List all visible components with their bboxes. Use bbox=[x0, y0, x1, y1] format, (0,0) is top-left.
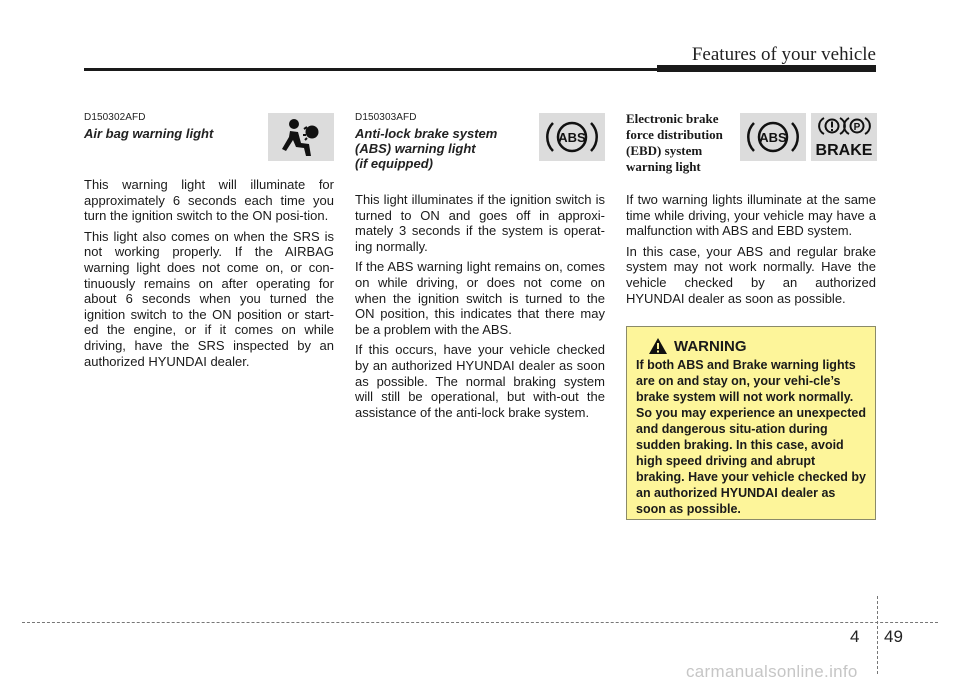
warning-box bbox=[626, 326, 876, 520]
ebd-abs-icon-box bbox=[740, 113, 806, 161]
section-title-line: (EBD) system bbox=[626, 143, 703, 158]
abs-icon-text: ABS bbox=[558, 130, 586, 145]
abs-icon bbox=[740, 113, 806, 161]
section-title-line: warning light bbox=[626, 159, 701, 174]
warning-heading-text: WARNING bbox=[674, 337, 747, 355]
watermark: carmanualsonline.info bbox=[686, 662, 858, 681]
paragraph: If two warning lights illuminate at the same time while driving, your vehicle may have a malfunction with ABS and EBD system. bbox=[626, 192, 876, 239]
warning-text: If both ABS and Brake warning lights are on and stay on, your vehi-cle’s brake system will not work normally. So you may experience an unexpected and dangerous situ-ation during sudden braking. In this case, avoid high speed driving and abrupt braking. Have your vehicle checked by an authorized HYUNDAI dealer as soon as possible. bbox=[636, 358, 866, 516]
section-title-line: (if equipped) bbox=[355, 156, 433, 171]
section-code: D150303AFD bbox=[355, 112, 417, 123]
paragraph: This warning light will illuminate for approximately 6 seconds each time you turn the ignition switch to the ON posi-tion. bbox=[84, 177, 334, 224]
airbag-warning-icon-box bbox=[268, 113, 334, 161]
paragraph: This light illuminates if the ignition switch is turned to ON and goes off in approxi-mately 3 seconds if the system is operat-ing normally. bbox=[355, 192, 605, 254]
section-title: Air bag warning light bbox=[84, 126, 214, 141]
svg-text:P: P bbox=[853, 122, 861, 133]
brake-warning-icon bbox=[811, 113, 877, 161]
abs-icon bbox=[539, 113, 605, 161]
section-title-line: Anti-lock brake system bbox=[355, 126, 498, 141]
abs-icon-text: ABS bbox=[759, 130, 787, 145]
header-rule-accent bbox=[657, 65, 876, 72]
section-body bbox=[626, 192, 876, 311]
section-code: D150302AFD bbox=[84, 112, 146, 123]
section-body bbox=[84, 177, 334, 374]
warning-triangle-icon bbox=[648, 337, 668, 355]
section-title bbox=[355, 126, 535, 171]
page-header-title: Features of your vehicle bbox=[691, 44, 876, 65]
abs-warning-icon-box bbox=[539, 113, 605, 161]
airbag-seated-person-icon bbox=[268, 113, 334, 161]
page-number: 49 bbox=[884, 627, 903, 646]
paragraph: If the ABS warning light remains on, comes on while driving, or does not come on when the ignition switch is turned to the ON position, this indicates that there may be a problem with the ABS. bbox=[355, 259, 605, 337]
section-body bbox=[355, 192, 605, 425]
paragraph: In this case, your ABS and regular brake system may not work normally. Have the vehicle checked by an authorized HYUNDAI dealer as soon as possible. bbox=[626, 243, 876, 306]
chapter-number: 4 bbox=[850, 627, 860, 646]
section-title-line: (ABS) warning light bbox=[355, 141, 476, 156]
ebd-brake-icon-box bbox=[811, 113, 877, 161]
warning-heading bbox=[648, 337, 867, 355]
paragraph: This light also comes on when the SRS is not working properly. If the AIRBAG warning light does not come on, or con-tinuously remains on after operating for about 6 seconds when you turned the ignition switch to the ON position or start-ed the engine, or if it comes on while driving, have the SRS inspected by an authorized HYUNDAI dealer. bbox=[84, 228, 334, 369]
footer-divider bbox=[877, 596, 878, 674]
section-title-line: Electronic brake bbox=[626, 111, 719, 126]
section-title bbox=[626, 111, 736, 175]
section-title-line: force distribution bbox=[626, 127, 723, 142]
footer-rule bbox=[22, 622, 938, 623]
paragraph: If this occurs, have your vehicle checked by an authorized HYUNDAI dealer as soon as possible. The normal braking system will still be operational, but with-out the assistance of the anti-lock brake system. bbox=[355, 342, 605, 420]
brake-icon-text: BRAKE bbox=[815, 142, 873, 159]
